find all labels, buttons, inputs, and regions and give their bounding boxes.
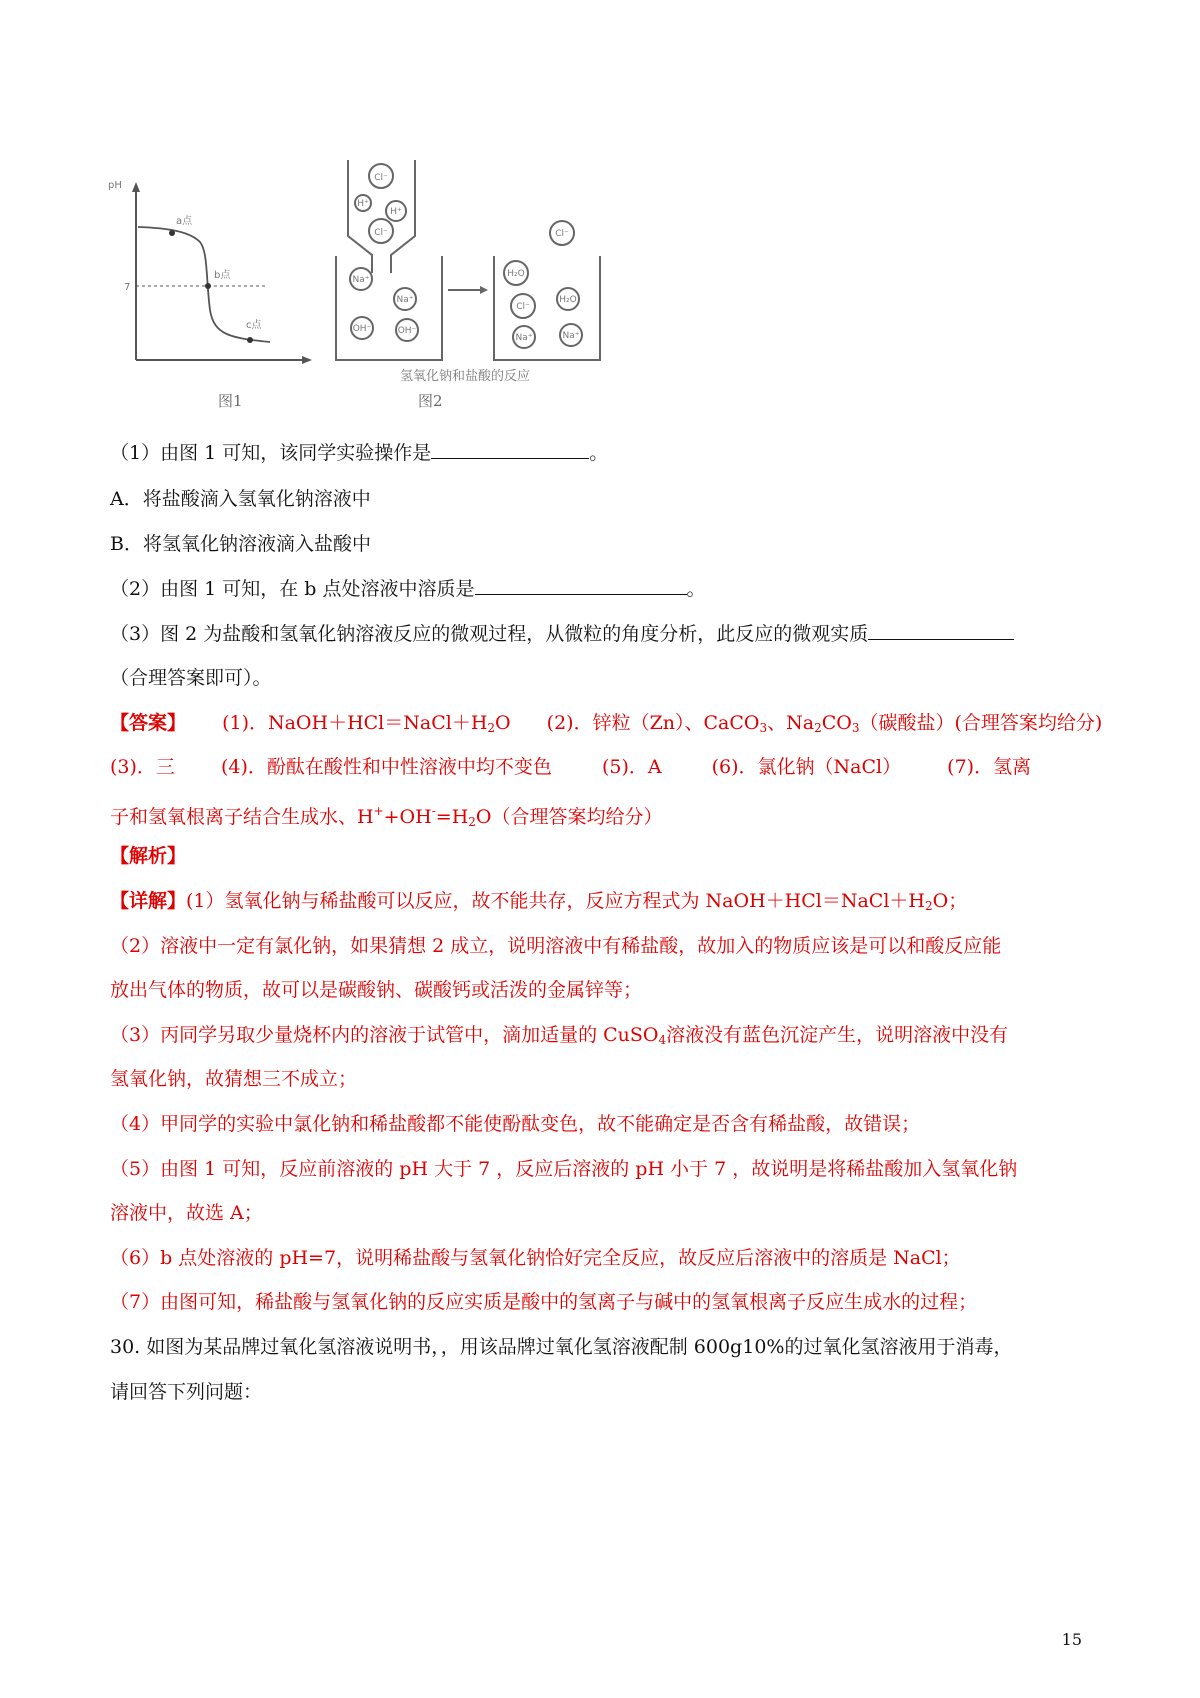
answer-blank-2[interactable] <box>475 576 687 595</box>
answer-line-3: 子和氢氧根离子结合生成水、$H^++OH^-=H_2O$（合理答案均给分） <box>110 804 663 829</box>
fig2-caption: 图2 <box>418 392 443 410</box>
question-2-text: （2）由图 1 可知，在 b 点处溶液中溶质是 <box>110 578 475 600</box>
fig2-ion-label: Na⁺ <box>396 295 414 305</box>
detail-3-line-2: 氢氧化钠，故猜想三不成立； <box>110 1068 358 1090</box>
fig2-ion-label: H₂O <box>559 295 577 305</box>
fig1-y-label: pH <box>108 180 122 191</box>
question-3 <box>110 620 1104 648</box>
fig1-x-arrow <box>302 356 312 364</box>
answer-label: 【答案】 <box>110 712 187 734</box>
question-30-line-2: 请回答下列问题： <box>110 1381 263 1403</box>
fig1-point-b <box>205 283 211 289</box>
fig2-ion-label: OH⁻ <box>352 324 372 334</box>
fig2-ion-label: H₂O <box>507 269 525 279</box>
detail-label: 【详解】 <box>110 890 187 912</box>
question-1-text: （1）由图 1 可知，该同学实验操作是 <box>110 442 432 464</box>
detail-5-line-1: （5）由图 1 可知，反应前溶液的 pH 大于 7 ，反应后溶液的 pH 小于 7 ，故说明是将稀盐酸加入氢氧化钠 <box>110 1158 1018 1180</box>
fig1-point-a <box>169 230 175 236</box>
question-3-text: （3）图 2 为盐酸和氢氧化钠溶液反应的微观过程，从微粒的角度分析，此反应的微观实质 <box>110 623 869 645</box>
detail-3-line-1: （3）丙同学另取少量烧杯内的溶液于试管中，滴加适量的 CuSO$_4$溶液没有蓝色沉淀产生，说明溶液中没有 <box>110 1024 1009 1047</box>
detail-1: 【详解】(1）氢氧化钠与稀盐酸可以反应，故不能共存，反应方程式为 $NaOH+HCl=NaCl+H_2O$； <box>110 890 968 913</box>
option-b: B．将氢氧化钠溶液滴入盐酸中 <box>110 533 371 555</box>
fig2-subtitle: 氢氧化钠和盐酸的反应 <box>399 369 531 384</box>
fig2-ion-label: H⁺ <box>357 199 369 209</box>
detail-7: （7）由图可知，稀盐酸与氢氧化钠的反应实质是酸中的氢离子与碱中的氢氧根离子反应生成水的过程； <box>110 1291 978 1313</box>
detail-2-line-1: （2）溶液中一定有氯化钠，如果猜想 2 成立，说明溶液中有稀盐酸，故加入的物质应该是可以和酸反应能 <box>110 935 1002 957</box>
question-2-end: 。 <box>686 578 706 600</box>
question-1 <box>110 439 1104 467</box>
answer-3: (3)．三 <box>110 756 175 778</box>
fig1-caption: 图1 <box>218 392 243 410</box>
fig2-ion-label: Cl⁻ <box>374 228 388 238</box>
answer-1: (1)．$NaOH+HCl=NaCl+H_2O$ <box>222 712 511 735</box>
answer-5: (5)．A <box>601 756 662 778</box>
fig2-ion-label: OH⁻ <box>397 326 417 336</box>
figure-region <box>100 160 620 450</box>
answer-4: (4)．酚酞在酸性和中性溶液中均不变色 <box>220 756 552 778</box>
fig2-ion-label: Cl⁻ <box>516 302 530 312</box>
analysis-label: 【解析】 <box>110 845 187 867</box>
question-30-line-1: 30. 如图为某品牌过氧化氢溶液说明书，，用该品牌过氧化氢溶液配制 600g10%的过氧化氢溶液用于消毒， <box>110 1336 1013 1358</box>
answer-blank-3[interactable] <box>868 621 1014 640</box>
detail-2-line-2: 放出气体的物质，故可以是碳酸钠、碳酸钙或活泼的金属锌等； <box>110 979 643 1001</box>
fig1-label-b: b点 <box>214 270 231 281</box>
question-3-tail: （合理答案即可）。 <box>110 667 272 689</box>
fig2-ion-label: Cl⁻ <box>555 229 569 239</box>
fig1-label-a: a点 <box>176 216 193 227</box>
fig2-ion-label: Cl⁻ <box>374 173 388 183</box>
question-2 <box>110 575 1104 603</box>
answer-line-1 <box>110 709 1104 742</box>
fig2-arrow-head <box>480 286 488 294</box>
answer-2: (2)．锌粒（Zn）、CaCO$_3$、$Na_2CO_3$（碳酸盐）(合理答案均给分) <box>546 712 1103 735</box>
fig1-ref-label: 7 <box>124 282 131 293</box>
option-a: A．将盐酸滴入氢氧化钠溶液中 <box>110 488 371 510</box>
answer-7: (7)．氢离 <box>947 756 1032 778</box>
detail-5-line-2: 溶液中，故选 A； <box>110 1202 263 1224</box>
fig2-ion-label: H⁺ <box>390 207 402 217</box>
fig2-apparatus <box>336 160 600 360</box>
fig2-ion-label: Na⁺ <box>562 331 580 341</box>
detail-4: （4）甲同学的实验中氯化钠和稀盐酸都不能使酚酞变色，故不能确定是否含有稀盐酸，故错误； <box>110 1113 921 1135</box>
fig2-ion-label: Na⁺ <box>352 275 370 285</box>
answer-6: (6)．氯化钠（NaCl） <box>711 756 902 778</box>
page-number: 15 <box>1061 1630 1082 1649</box>
fig2-ion-label: Na⁺ <box>515 333 533 343</box>
answer-line-2 <box>110 753 1104 781</box>
fig1-y-arrow <box>132 182 140 192</box>
answer-blank-1[interactable] <box>431 440 589 459</box>
fig1-point-c <box>247 337 253 343</box>
question-1-end: 。 <box>589 442 609 464</box>
fig1-label-c: c点 <box>246 320 262 331</box>
detail-6: （6）b 点处溶液的 pH=7，说明稀盐酸与氢氧化钠恰好完全反应，故反应后溶液中的溶质是 NaCl； <box>110 1247 961 1269</box>
figures-svg <box>100 160 620 450</box>
